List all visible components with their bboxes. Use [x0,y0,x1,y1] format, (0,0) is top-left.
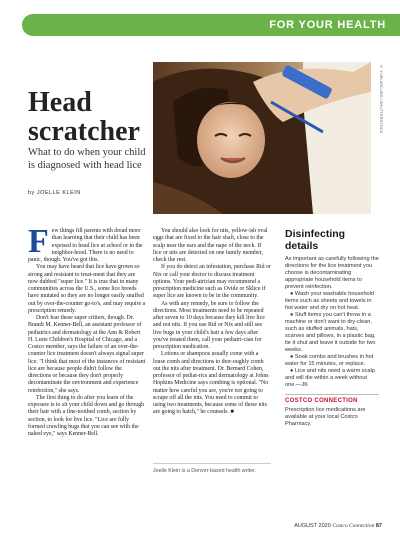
sidebar-body [285,256,379,389]
sidebar-bullet: ● Stuff items you can't throw in a machine or don't want to dry-clean, such as stuffed animals, hats, scarves and pillows, in a plastic bag, tie it shut and leave it outside for two weeks. [285,312,376,353]
headline: Head scratcher [28,87,140,147]
article-photo [153,62,371,214]
sidebar-disinfecting [285,228,379,428]
paragraph: As with any remedy, be sure to follow the directions. Most treatments need to be repeated after seven to 10 days because they kill live lice and not nits. If you use Rid or Nix and still see live bugs in your child's hair a few days after you've treated them, call your pediatri-cian for prescription medication. [153,300,265,350]
article-column-2 [153,228,271,417]
folio-date: AUGUST 2020 [294,523,331,529]
sidebar-divider [285,394,379,395]
sidebar-bullet: ● Wash your washable household items such as sheets and towels in hot water and dry on hot heat. [285,291,375,311]
section-label: FOR YOUR HEALTH [269,19,386,31]
sidebar-intro: As important as carefully following the directions for the lice treatment you choose is decontaminating appropriate household items to prevent reinfection. [285,256,379,290]
paragraph: Few things fill parents with dread more than learning that their child has been exposed to head lice at school or in the neighbor-hood. There is no need to panic, though. You've got this. [28,223,143,263]
paragraph: The first thing to do after you learn of the exposure is to sit your child down and go through their hair with a fine-toothed comb, section by section, to look for live lice. "Lice are fully formed crawling bugs that you can see with the naked eye," says Kenner-Bell. [28,394,145,437]
page-folio [294,523,382,529]
child-combing-photo [153,62,371,214]
deck: What to do when your child is diagnosed with head lice [28,147,146,171]
section-header-bar [22,14,400,36]
costco-connection-body: Prescription lice medications are available at your local Costco Pharmacy. [285,407,366,427]
paragraph: You may have heard that lice have grown so strong and resistant to treat-ment that they are now dubbed "super lice." It is true that in many communities across the U.S., some lice breeds have mutated so they are no longer easily snuffed out by over-the-counter go-to's, and may require a prescription remedy. [28,264,146,314]
sidebar-bullet: ● Soak combs and brushes in hot water for 15 minutes, or replace. [285,354,374,367]
costco-connection-heading: COSTCO CONNECTION [285,398,358,404]
paragraph: If you do detect an infestation, purchase Rid or Nix or call your doctor to discuss treatment options. Your pedi-atrician may recommend a prescription medicine such as Ovide or Sklice if super lice are known to be in the community. [153,264,271,300]
author-bio: Joelle Klein is a Denver-based health writer. [153,468,257,474]
article-column-1 [28,223,146,438]
sidebar-bullet: ● Lice and nits need a warm scalp and will die within a week without one.—JK [285,368,375,388]
folio-magazine: Costco Connection [332,523,375,529]
photo-credit: © YURI ARCURS / SHUTTERSTOCK [379,64,384,134]
page-number: 87 [375,523,382,529]
paragraph: Lotions or shampoos usually come with a louse comb and directions to thor-oughly comb out the nits after treatment. Dr. Bernard Cohen, professor of pediat-rics and dermatology at Johns Hopkins Medicine says combing is optional. "No matter how careful you are, you're not going to scrape off all the nits. You need to commit to using two treatments, because some of those nits are going to hatch," he counsels. ■ [153,351,269,416]
sidebar-title: Disinfecting details [285,228,346,252]
byline: by JOELLE KLEIN [28,190,81,196]
paragraph: Don't fear these super critters, though. Dr. Brandi M. Kenner-Bell, an assistant professor of pediatrics and dermatology at the Ann & Robert H. Lurie Children's Hospital of Chicago, and a Costco member, says the failure of an over-the-counter lice treatment doesn't always signal super lice. "I think that most of the instances of resistant lice are because people didn't follow the directions or because they don't properly decontaminate the environment and experience reinfection," she says. [28,315,146,394]
drop-cap: F [28,223,49,260]
paragraph: You should also look for nits, yellow-ish oval eggs that are fixed to the hair shaft, close to the scalp near the ears and the nape of the neck. If lice or nits are detected on one family member, check the rest. [153,228,268,263]
bio-divider [153,463,271,464]
